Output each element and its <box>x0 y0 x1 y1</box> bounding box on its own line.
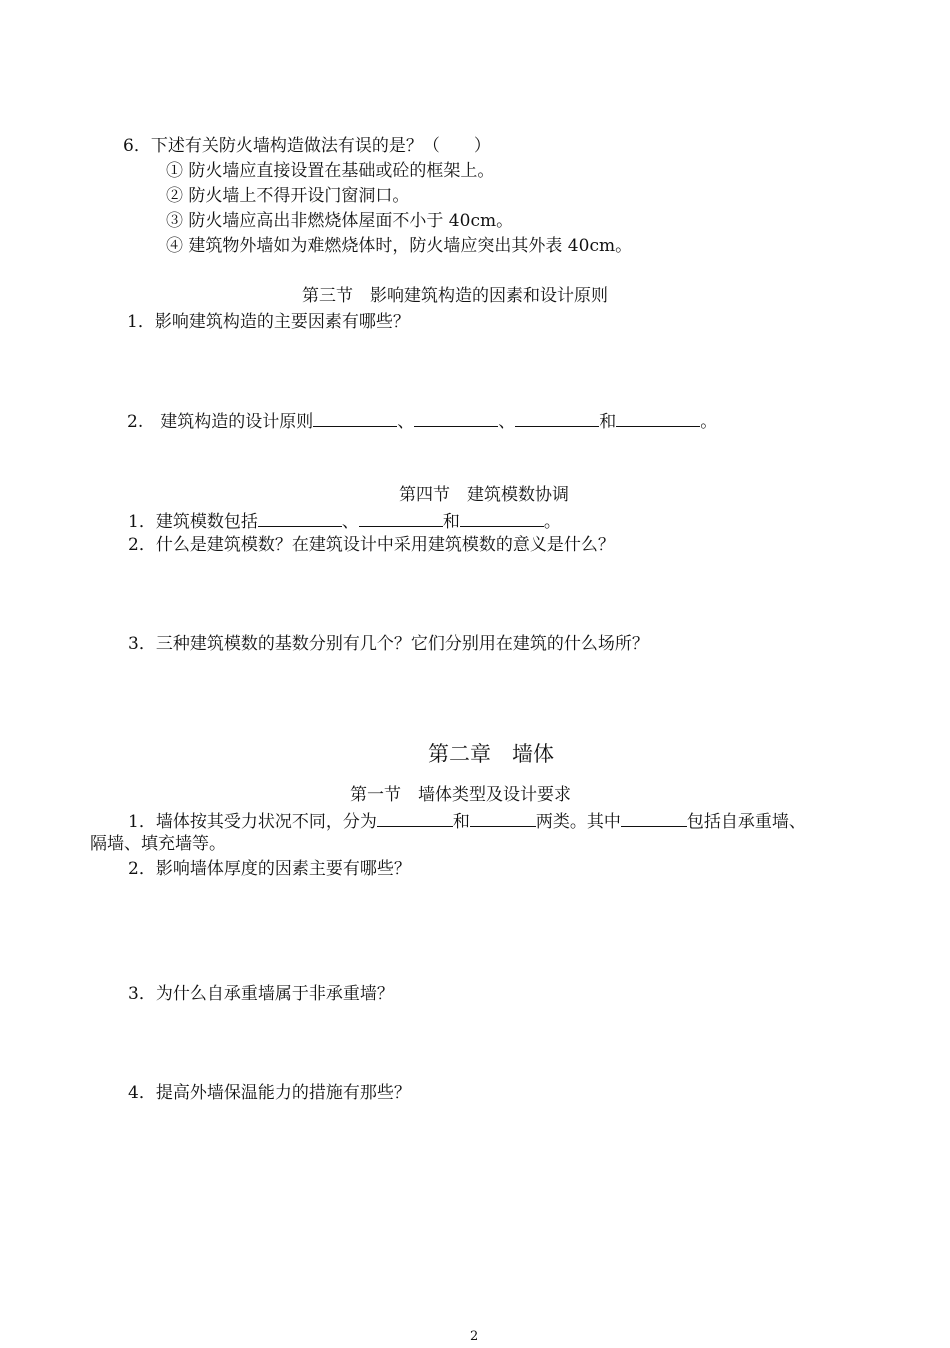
question-2-prefix: 2. 建筑构造的设计原则 <box>127 412 314 432</box>
separator: 、 <box>498 412 516 432</box>
answer-blank[interactable] <box>414 409 498 427</box>
question-1-prefix: 1．建筑模数包括 <box>128 512 258 532</box>
answer-blank[interactable] <box>258 509 342 527</box>
answer-blank[interactable] <box>460 509 544 527</box>
answer-blank[interactable] <box>313 409 397 427</box>
question-6-option-4: ④ 建筑物外墙如为难燃烧体时，防火墙应突出其外表 40cm。 <box>166 236 633 256</box>
question-6-option-1: ① 防火墙应直接设置在基础或砼的框架上。 <box>166 161 495 181</box>
section-3-question-2 <box>127 409 717 433</box>
answer-blank[interactable] <box>621 809 687 827</box>
separator: 和 <box>599 412 617 432</box>
chapter-2-question-1-continuation: 隔墙、填充墙等。 <box>90 834 226 854</box>
answer-blank[interactable] <box>377 809 453 827</box>
chapter-2-question-3: 3．为什么自承重墙属于非承重墙？ <box>128 984 394 1004</box>
separator: 和 <box>452 812 470 832</box>
page-number: 2 <box>470 1329 479 1344</box>
question-6-option-2: ② 防火墙上不得开设门窗洞口。 <box>166 186 410 206</box>
chapter-2-section-1-title: 第一节 墙体类型及设计要求 <box>350 785 571 805</box>
question-6-stem: 6．下述有关防火墙构造做法有误的是？（ ） <box>123 136 491 156</box>
section-4-question-3: 3．三种建筑模数的基数分别有几个？它们分别用在建筑的什么场所？ <box>128 634 649 654</box>
chapter-2-title: 第二章 墙体 <box>428 742 554 766</box>
separator: 。 <box>700 412 718 432</box>
section-3-question-1: 1．影响建筑构造的主要因素有哪些？ <box>127 312 410 332</box>
section-4-question-1 <box>128 509 561 533</box>
question-1-text: 1．墙体按其受力状况不同，分为 <box>128 812 377 832</box>
chapter-2-question-1 <box>128 809 806 833</box>
section-4-question-2: 2．什么是建筑模数？在建筑设计中采用建筑模数的意义是什么？ <box>128 535 615 555</box>
chapter-2-question-4: 4．提高外墙保温能力的措施有那些？ <box>128 1083 411 1103</box>
answer-blank[interactable] <box>359 509 443 527</box>
question-1-text: 包括自承重墙、 <box>686 812 806 832</box>
separator: 和 <box>442 512 460 532</box>
separator: 、 <box>397 412 415 432</box>
separator: 。 <box>543 512 561 532</box>
answer-blank[interactable] <box>515 409 599 427</box>
separator: 、 <box>341 512 359 532</box>
answer-blank[interactable] <box>616 409 700 427</box>
question-1-text: 两类。其中 <box>535 812 621 832</box>
answer-blank[interactable] <box>470 809 536 827</box>
section-4-title: 第四节 建筑模数协调 <box>399 485 569 505</box>
question-6-option-3: ③ 防火墙应高出非燃烧体屋面不小于 40cm。 <box>166 211 514 231</box>
chapter-2-question-2: 2．影响墙体厚度的因素主要有哪些？ <box>128 859 411 879</box>
section-3-title: 第三节 影响建筑构造的因素和设计原则 <box>302 286 608 306</box>
